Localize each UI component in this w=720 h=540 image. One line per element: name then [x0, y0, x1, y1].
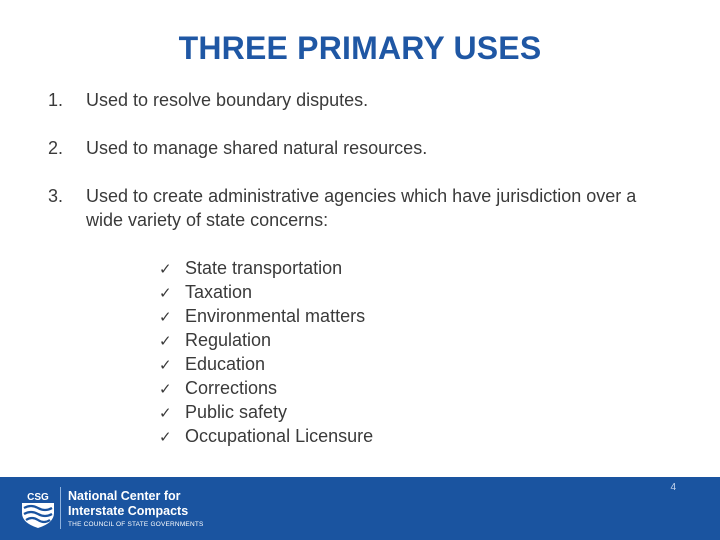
checkmark-icon: ✓: [159, 428, 172, 446]
concern-text: Taxation: [185, 282, 253, 302]
list-item-2: [48, 136, 666, 160]
concerns-list: [159, 256, 373, 448]
checkmark-icon: ✓: [159, 332, 172, 350]
concern-item: [159, 280, 373, 304]
organization-name: [68, 489, 204, 530]
item-text: Used to resolve boundary disputes.: [86, 90, 369, 110]
item-text: Used to manage shared natural resources.: [86, 138, 428, 158]
checkmark-icon: ✓: [159, 404, 172, 422]
item-number: 3.: [48, 186, 64, 206]
org-line-1: National Center for: [68, 489, 181, 503]
concern-text: Regulation: [185, 330, 272, 350]
item-number: 2.: [48, 138, 64, 158]
concern-text: State transportation: [185, 258, 343, 278]
list-item-3: [48, 184, 666, 232]
checkmark-icon: ✓: [159, 308, 172, 326]
footer-bar: [0, 477, 720, 540]
checkmark-icon: ✓: [159, 284, 172, 302]
checkmark-icon: ✓: [159, 260, 172, 278]
concern-text: Education: [185, 354, 266, 374]
concern-text: Corrections: [185, 378, 278, 398]
concern-item: [159, 400, 373, 424]
logo-text: CSG: [27, 492, 49, 503]
item-text: Used to create administrative agencies which have jurisdiction over a wide variety of state concerns:: [86, 186, 637, 230]
concern-text: Public safety: [185, 402, 288, 422]
concern-item: [159, 328, 373, 352]
org-line-2: Interstate Compacts: [68, 504, 189, 518]
concern-item: [159, 424, 373, 448]
concern-item: [159, 376, 373, 400]
concern-item: [159, 352, 373, 376]
slide-title: THREE PRIMARY USES: [178, 30, 542, 66]
concern-text: Occupational Licensure: [185, 426, 374, 446]
page-number: 4: [670, 482, 676, 493]
checkmark-icon: ✓: [159, 356, 172, 374]
concern-text: Environmental matters: [185, 306, 366, 326]
concern-item: [159, 256, 373, 280]
item-number: 1.: [48, 90, 64, 110]
csg-logo-icon: [18, 489, 58, 529]
checkmark-icon: ✓: [159, 380, 172, 398]
list-item-1: [48, 88, 666, 112]
logo-divider: [60, 487, 61, 529]
org-line-3: THE COUNCIL OF STATE GOVERNMENTS: [68, 521, 204, 528]
concern-item: [159, 304, 373, 328]
